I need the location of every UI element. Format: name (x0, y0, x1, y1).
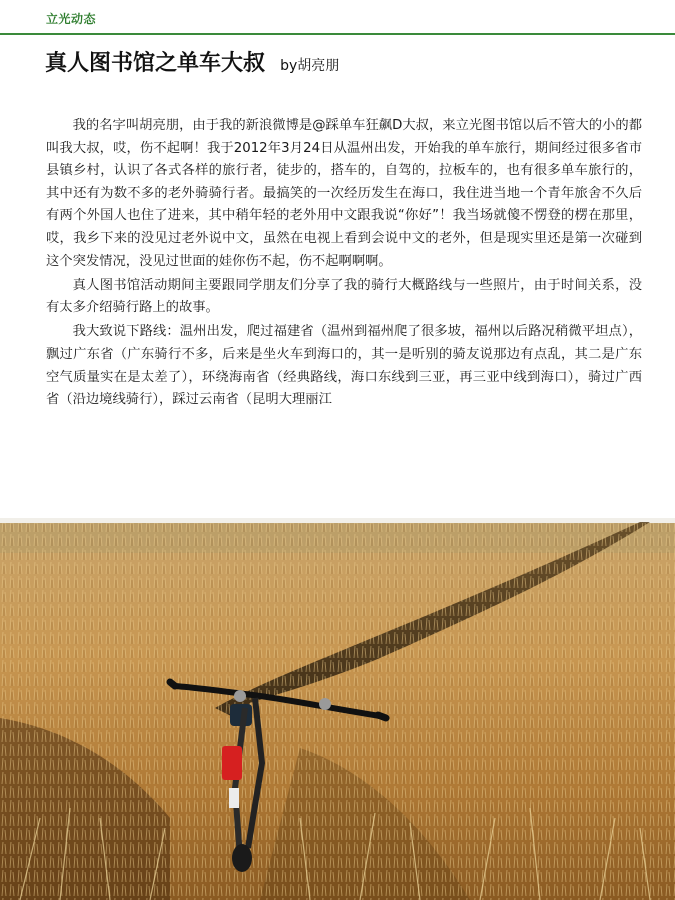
article-byline: by胡亮朋 (280, 58, 340, 74)
section-label: 立光动态 (46, 12, 97, 26)
bicycle-wheat-field-photo (0, 518, 675, 900)
article-paragraph-2: 真人图书馆活动期间主要跟同学朋友们分享了我的骑行大概路线与一些照片，由于时间关系，没有太多介绍骑行路上的故事。 (46, 277, 642, 316)
header-divider (0, 33, 675, 35)
title-row (45, 46, 339, 77)
article-paragraph-1: 我的名字叫胡亮朋，由于我的新浪微博是@踩单车狂飙D大叔，来立光图书馆以后不管大的小的都叫我大叔，哎，伤不起啊！我于2012年3月24日从温州出发，开始我的单车旅行，期间经过很多省市县镇乡村，认识了各式各样的旅行者，徒步的，搭车的，自驾的，拉板车的，也有很多单车旅行的，其中还有为数不多的老外骑骑行者。最搞笑的一次经历发生在海口，我住进当地一个青年旅舍不久后有两个外国人也住了进来，其中稍年轻的老外用中文跟我说“你好”！我当场就傻不愣登的楞在那里，哎，我乡下来的没见过老外说中文，虽然在电视上看到会说中文的老外，但是现实里还是第一次碰到这个突发情况，没见过世面的娃你伤不起，伤不起啊啊啊。 (46, 118, 642, 269)
article-title: 真人图书馆之单车大叔 (45, 51, 266, 76)
article-body (46, 115, 642, 413)
article-paragraph-3: 我大致说下路线：温州出发，爬过福建省（温州到福州爬了很多坡，福州以后路况稍微平坦点），飘过广东省（广东骑行不多，后来是坐火车到海口的，其一是听别的骑友说那边有点乱，其二是广东空气质量实在是太差了），环绕海南省（经典路线，海口东线到三亚，再三亚中线到海口），骑过广西省（沿边境线骑行），踩过云南省（昆明大理丽江 (46, 324, 642, 408)
